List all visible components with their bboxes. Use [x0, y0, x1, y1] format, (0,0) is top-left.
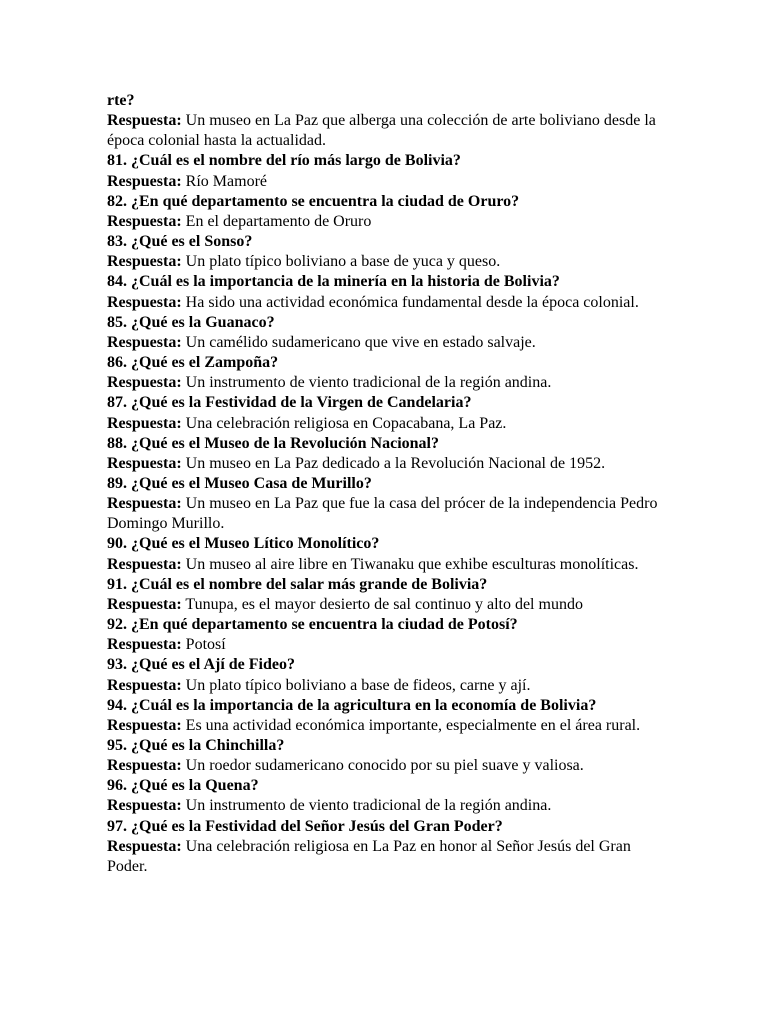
- question-86: 86. ¿Qué es el Zampoña?: [107, 354, 279, 372]
- answer-label: Respuesta:: [107, 676, 182, 694]
- answer-87: [107, 414, 667, 434]
- answer-92: [107, 635, 667, 655]
- answer-text: Es una actividad económica importante, especialmente en el área rural.: [181, 716, 641, 734]
- answer-label: Respuesta:: [107, 636, 182, 654]
- answer-text: Un plato típico boliviano a base de fideos, carne y ají.: [181, 676, 531, 694]
- question-fragment: rte?: [107, 92, 135, 109]
- answer-label: Respuesta:: [107, 374, 182, 392]
- answer-text: Un roedor sudamericano conocido por su piel suave y valiosa.: [181, 757, 584, 775]
- answer-label: Respuesta:: [107, 112, 182, 130]
- answer-label: Respuesta:: [107, 495, 182, 513]
- answer-text: Un museo en La Paz dedicado a la Revolución Nacional de 1952.: [181, 454, 606, 472]
- answer-89: [107, 494, 667, 534]
- answer-label: Respuesta:: [107, 414, 182, 432]
- answer-90: [107, 555, 667, 575]
- answer-label: Respuesta:: [107, 333, 182, 351]
- answer-label: Respuesta:: [107, 253, 182, 271]
- answer-label: Respuesta:: [107, 837, 182, 855]
- answer-text: Potosí: [181, 636, 226, 654]
- question-92: 92. ¿En qué departamento se encuentra la ciudad de Potosí?: [107, 616, 518, 634]
- answer-96: [107, 796, 667, 816]
- question-81: 81. ¿Cuál es el nombre del río más largo de Bolivia?: [107, 152, 461, 170]
- question-91: 91. ¿Cuál es el nombre del salar más grande de Bolivia?: [107, 575, 488, 593]
- answer-text: En el departamento de Oruro: [181, 212, 372, 230]
- answer-text: Una celebración religiosa en La Paz en honor al Señor Jesús del Gran Poder.: [107, 837, 631, 875]
- question-89: 89. ¿Qué es el Museo Casa de Murillo?: [107, 474, 372, 492]
- answer-text: Una celebración religiosa en Copacabana, La Paz.: [181, 414, 507, 432]
- answer-91: [107, 595, 667, 615]
- answer-86: [107, 373, 667, 393]
- answer-text: Un instrumento de viento tradicional de la región andina.: [181, 797, 552, 815]
- answer-label: Respuesta:: [107, 454, 182, 472]
- answer-text: Un instrumento de viento tradicional de la región andina.: [181, 374, 552, 392]
- answer-label: Respuesta:: [107, 595, 182, 613]
- answer-82: [107, 212, 667, 232]
- answer-label: Respuesta:: [107, 757, 182, 775]
- answer-88: [107, 454, 667, 474]
- question-95: 95. ¿Qué es la Chinchilla?: [107, 737, 285, 754]
- answer-85: [107, 333, 667, 353]
- answer-84: [107, 293, 667, 313]
- answer-label: Respuesta:: [107, 212, 182, 230]
- answer-94: [107, 716, 667, 736]
- answer-text: Un museo al aire libre en Tiwanaku que exhibe esculturas monolíticas.: [181, 555, 639, 573]
- question-97: 97. ¿Qué es la Festividad del Señor Jesús del Gran Poder?: [107, 817, 503, 835]
- answer-97: [107, 837, 667, 877]
- answer-text: Un plato típico boliviano a base de yuca y queso.: [181, 253, 501, 271]
- answer-93: [107, 676, 667, 696]
- question-96: 96. ¿Qué es la Quena?: [107, 777, 259, 795]
- answer-81: [107, 172, 667, 192]
- answer-text: Un museo en La Paz que fue la casa del prócer de la independencia Pedro Domingo Murillo.: [107, 495, 658, 533]
- answer-text: Río Mamoré: [181, 172, 267, 190]
- answer-text: Tunupa, es el mayor desierto de sal continuo y alto del mundo: [181, 595, 583, 613]
- question-82: 82. ¿En qué departamento se encuentra la ciudad de Oruro?: [107, 192, 520, 210]
- answer-label: Respuesta:: [107, 293, 182, 311]
- answer-label: Respuesta:: [107, 172, 182, 190]
- answer-label: Respuesta:: [107, 716, 182, 734]
- question-94: 94. ¿Cuál es la importancia de la agricultura en la economía de Bolivia?: [107, 696, 597, 714]
- answer-label: Respuesta:: [107, 555, 182, 573]
- answer-83: [107, 252, 667, 272]
- answer-text: Un camélido sudamericano que vive en estado salvaje.: [181, 333, 536, 351]
- question-93: 93. ¿Qué es el Ají de Fideo?: [107, 656, 295, 674]
- answer-text: Un museo en La Paz que alberga una colección de arte boliviano desde la época colonial hasta la actualidad.: [107, 112, 656, 150]
- document-page: [107, 91, 667, 877]
- answer-text: Ha sido una actividad económica fundamental desde la época colonial.: [181, 293, 639, 311]
- question-85: 85. ¿Qué es la Guanaco?: [107, 313, 275, 331]
- question-87: 87. ¿Qué es la Festividad de la Virgen de Candelaria?: [107, 394, 472, 412]
- answer-95: [107, 756, 667, 776]
- question-90: 90. ¿Qué es el Museo Lítico Monolítico?: [107, 535, 380, 553]
- answer-line: [107, 111, 667, 151]
- question-83: 83. ¿Qué es el Sonso?: [107, 233, 253, 251]
- question-84: 84. ¿Cuál es la importancia de la minería en la historia de Bolivia?: [107, 273, 560, 291]
- answer-label: Respuesta:: [107, 797, 182, 815]
- question-88: 88. ¿Qué es el Museo de la Revolución Nacional?: [107, 434, 439, 452]
